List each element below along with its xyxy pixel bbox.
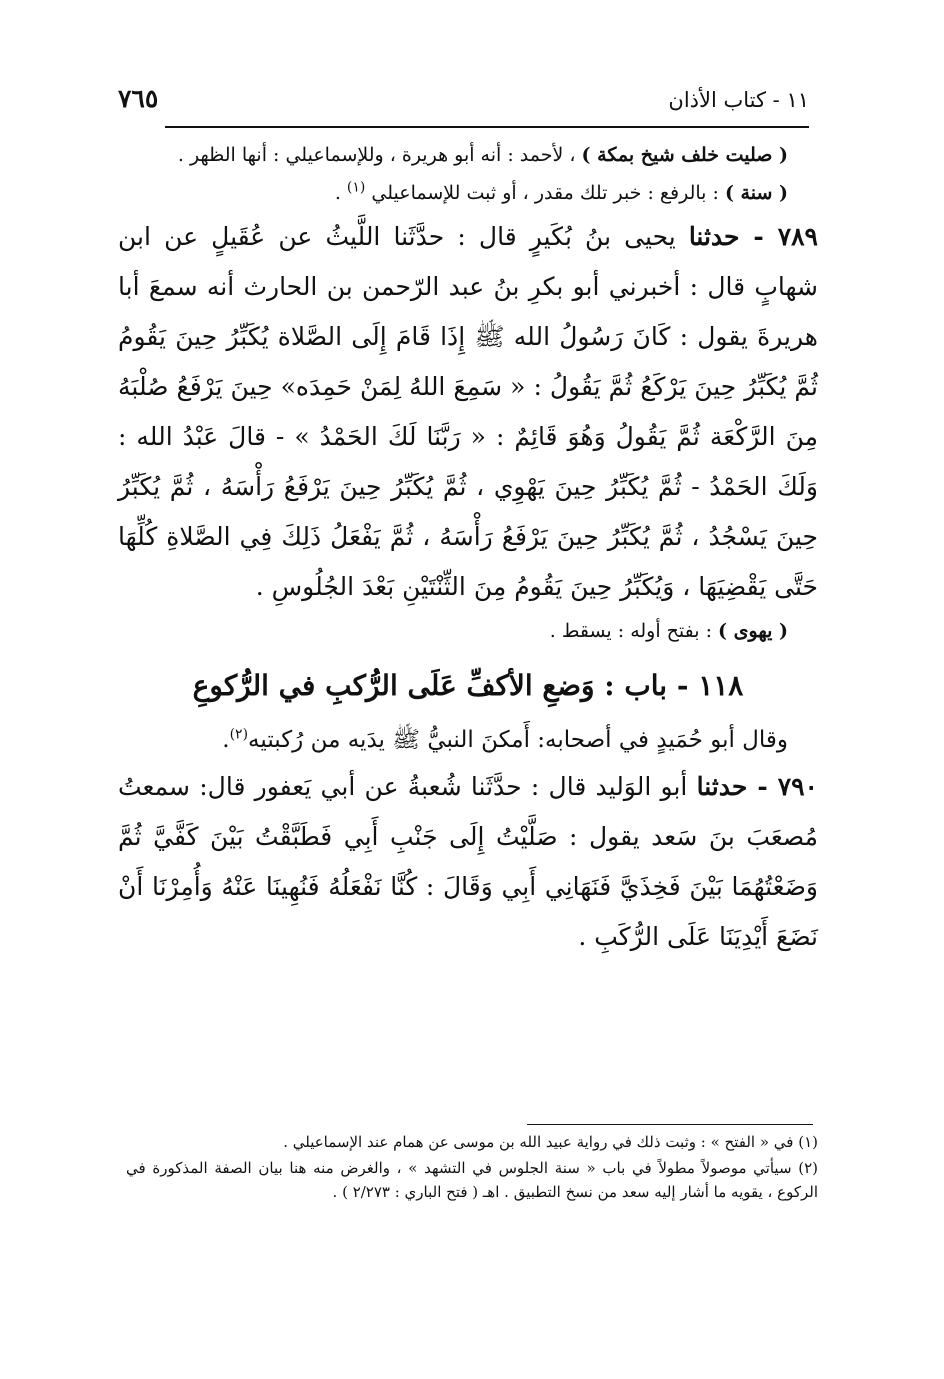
intro-end: .: [222, 727, 230, 753]
running-head: ١١ - كتاب الأذان: [668, 88, 809, 112]
commentary-note: [118, 174, 818, 212]
chapter-number: ١١٨ -: [667, 669, 744, 702]
footnote-rule: [527, 1124, 813, 1125]
note-end: .: [334, 182, 347, 204]
chapter-intro: [118, 718, 818, 762]
hadith-number: ٧٨٩ -: [739, 222, 818, 251]
main-text: [118, 136, 818, 962]
note-keyword: ( سنة ): [724, 182, 788, 204]
footnote-reference: (١): [346, 179, 366, 196]
note-text: : بفتح أوله : يسقط .: [549, 620, 719, 642]
hadith-789: [118, 212, 818, 612]
footnote-2: [126, 1156, 818, 1204]
footnotes: [126, 1130, 818, 1206]
page-header: [118, 84, 809, 120]
footnote-text: في « الفتح » : وثبت ذلك في رواية عبيد الله بن موسى عن همام عند الإسماعيلي .: [283, 1133, 799, 1151]
note-text: : بالرفع : خبر تلك مقدر ، أو ثبت للإسماعيلي: [365, 182, 725, 204]
footnote-text: سيأتي موصولاً مطولاً في باب « سنة الجلوس في التشهد » ، والغرض منه هنا بيان الصفة المذكورة في الركوع ، يقويه ما أشار إليه سعد من نسخ التطبيق . اهـ ( فتح الباري : ٢/٢٧٣ ) .: [126, 1159, 818, 1201]
hadith-text: يحيى بنُ بُكَيرٍ قال : حدَّثَنا اللَّيثُ عن عُقَيلٍ عن ابن شهابٍ قال : أخبرني أبو بكرِ بنُ عبد الرّحمن بن الحارث أنه سمعَ أبا هريرةَ يقول : كَانَ رَسُولُ الله ﷺ إِذَا قَامَ إِلَى الصَّلاة يُكَبِّرُ حِينَ يَقُومُ ثُمَّ يُكَبِّرُ حِينَ يَرْكَعُ ثُمَّ يَقُولُ : « سَمِعَ اللهُ لِمَنْ حَمِدَه» حِينَ يَرْفَعُ صُلْبَهُ مِنَ الرَّكْعَة ثُمَّ يَقُولُ وَهُوَ قَائِمٌ : « رَبَّنَا لَكَ الحَمْدُ » - قالَ عَبْدُ الله : وَلَكَ الحَمْدُ - ثُمَّ يُكَبِّرُ حِينَ يَهْوِي ، ثُمَّ يُكَبِّرُ حِينَ يَرْفَعُ رَأْسَهُ ، ثُمَّ يُكَبِّرُ حِينَ يَسْجُدُ ، ثُمَّ يُكَبِّرُ حِينَ يَرْفَعُ رَأْسَهُ ، ثُمَّ يَفْعَلُ ذَلِكَ فِي الصَّلاةِ كُلِّهَا حَتَّى يَقْضِيَهَا ، وَيُكَبِّرُ حِينَ يَقُومُ مِنَ الثِّنْتَيْنِ بَعْدَ الجُلُوسِ .: [118, 222, 818, 601]
hadith-790: [118, 762, 818, 962]
hadith-opener: حدثنا: [688, 222, 740, 251]
hadith-number: ٧٩٠ -: [747, 772, 818, 801]
hadith-text: أبو الوَليد قال : حدَّثَنا شُعبةُ عن أبي يَعفور قال: سمعتُ مُصعَبَ بنَ سَعد يقول : صَلَّيْتُ إِلَى جَنْبِ أَبِي فَطَبَّقْتُ بَيْنَ كَفَّيَّ ثُمَّ وَضَعْتُهُمَا بَيْنَ فَخِذَيَّ فَنَهَانِي أَبِي وَقَالَ : كُنَّا نَفْعَلُهُ فَنُهِينَا عَنْهُ وَأُمِرْنَا أَنْ نَضَعَ أَيْدِيَنَا عَلَى الرُّكَبِ .: [118, 772, 818, 951]
footnote-reference: (٢): [229, 726, 249, 743]
intro-text: وقال أبو حُمَيدٍ في أصحابه: أَمكنَ النبيُّ ﷺ يدَيه من رُكبتيه: [248, 727, 788, 753]
commentary-note: [118, 612, 818, 650]
header-rule: [165, 126, 809, 128]
note-text: ، لأحمد : أنه أبو هريرة ، وللإسماعيلي : أنها الظهر .: [177, 144, 582, 166]
chapter-heading: [118, 658, 818, 714]
footnote-1: [126, 1130, 818, 1154]
footnote-marker: (٢): [798, 1159, 818, 1177]
page-number: ٧٦٥: [118, 84, 159, 113]
hadith-opener: حدثنا: [696, 772, 748, 801]
note-keyword: ( يهوى ): [718, 620, 788, 642]
commentary-note: [118, 136, 818, 174]
chapter-title: باب : وَضعِ الأكفِّ عَلَى الرُّكبِ في الرُّكوعِ: [192, 669, 668, 702]
footnote-marker: (١): [798, 1133, 818, 1151]
note-keyword: ( صليت خلف شيخ بمكة ): [581, 144, 788, 166]
